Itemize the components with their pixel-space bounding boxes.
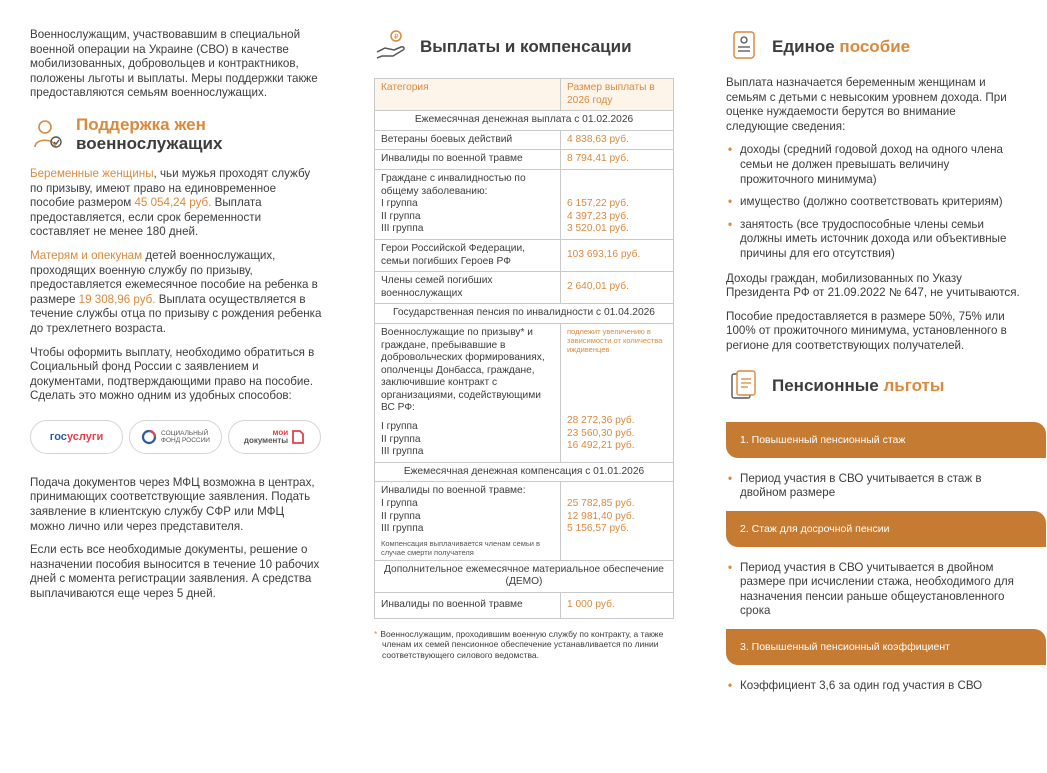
pension-list-1 [726, 472, 1020, 501]
table-section [375, 304, 674, 324]
pregnant-amount: 45 054,24 руб. [134, 196, 212, 210]
my-documents-logo-line1: мои [272, 427, 289, 437]
group-value: 3 520,01 руб. [567, 223, 629, 235]
table-header [375, 79, 674, 111]
row-label: Герои Российской Федерации, семьи погибших Героев РФ [375, 239, 561, 271]
row-label: Ветераны боевых действий [375, 130, 561, 150]
pregnant-text-2: Выплата предоставляется, если срок беременности составляет не менее 180 дней. [30, 196, 262, 239]
title-part1: Пенсионные [772, 376, 884, 395]
section-title-4: Дополнительное ежемесячное материальное обеспечение (ДЕМО) [375, 560, 674, 592]
table-section [375, 560, 674, 592]
row-label: Военнослужащие по призыву* и граждане, пребывавшие в добровольческих формированиях, ополченцы Донбасса, граждане, заключившие контракт с организациями, содействующими ВС РФ: [381, 326, 545, 414]
group-value: 4 397,23 руб. [567, 210, 629, 222]
list-item: • Период участия в СВО учитывается в двойном размере при исчислении стажа, необходимого для назначения пенсии раньше общеустановленного срока [726, 561, 1020, 619]
service-logos [30, 420, 322, 454]
group-label: II группа [381, 433, 421, 445]
decision-text: Если есть все необходимые документы, решение о назначении пособия выносится в течение 10 рабочих дней с момента регистрации заявления. А средства выплачиваются еще через 5 дней. [30, 543, 320, 601]
mobilized-income-text: Доходы граждан, мобилизованных по Указу Президента РФ от 21.09.2022 № 647, не учитываются. [726, 271, 1020, 300]
table-row [375, 593, 674, 619]
pension-heading [726, 368, 1020, 404]
svg-text:₽: ₽ [394, 34, 399, 41]
group-label: II группа [381, 210, 421, 222]
mothers-paragraph [30, 249, 322, 337]
pension-title [772, 376, 944, 395]
unified-benefit-title [772, 37, 910, 56]
mothers-amount: 19 308,96 руб. [78, 292, 156, 306]
title-part2: льготы [883, 376, 945, 395]
footnote-asterisk: * [374, 628, 378, 639]
row-label: Инвалиды по военной травме [375, 593, 561, 619]
mothers-text: детей военнослужащих, проходящих военную службу по призыву, предоставляется ежемесячное пособие на ребенка в размере [30, 248, 318, 306]
my-documents-logo-icon [291, 429, 305, 445]
table-row [375, 150, 674, 170]
section-title-1: Ежемесячная денежная выплата с 01.02.2026 [375, 111, 674, 131]
gosuslugi-logo-part2: услуги [66, 430, 104, 443]
hand-coin-icon [374, 28, 410, 64]
group-label: I группа [381, 498, 418, 510]
list-item: • Коэффициент 3,6 за один год участия в СВО [726, 679, 1020, 694]
group-value: 16 492,21 руб. [567, 440, 635, 452]
table-row [375, 130, 674, 150]
section-title-3: Ежемесячная денежная компенсация с 01.01.2026 [375, 462, 674, 482]
benefit-intro: Выплата назначается беременным женщинам и семьям с детьми с невысоким уровнем дохода. При оценке нуждаемости берутся во внимание следующие сведения: [726, 76, 1007, 133]
benefit-size-text: Пособие предоставляется в размере 50%, 75% или 100% от прожиточного минимума, установленного в регионе для соответствующих получателей. [726, 309, 1007, 352]
pension-list-3 [726, 679, 1020, 694]
group-value: 12 981,40 руб. [567, 510, 635, 522]
row-label: Инвалиды по военной травме: [381, 485, 526, 497]
group-value: 5 156,57 руб. [567, 523, 629, 535]
row-label: Инвалиды по военной травме [375, 150, 561, 170]
heading-accent: Поддержка жен [76, 114, 206, 134]
table-row [375, 482, 674, 560]
woman-support-icon [30, 116, 66, 152]
header-category: Категория [375, 79, 561, 111]
row-label: Граждане с инвалидностью по общему заболеванию: [381, 172, 526, 197]
footnote [374, 629, 674, 661]
column-women-support [30, 0, 322, 773]
pension-list-2 [726, 561, 1020, 619]
pension-bar-3: 3. Повышенный пенсионный коэффициент [726, 629, 1046, 665]
document-icon [726, 28, 762, 64]
mfc-text: Подача документов через МФЦ возможна в центрах, принимающих соответствующие заявления. Подать заявление в клиентскую службу СФР или МФЦ можно лично или через представителя. [30, 475, 315, 533]
criteria-list [726, 143, 1020, 261]
table-row [375, 169, 674, 239]
header-amount: Размер выплаты в 2026 году [561, 79, 674, 111]
pregnant-text: , чьи мужья проходят службу по призыву, имеют право на единовременное пособие размером [30, 166, 311, 210]
row-value: 103 693,16 руб. [561, 239, 674, 271]
table-row [375, 323, 674, 462]
gosuslugi-logo-part1: гос [49, 430, 67, 443]
row-value: 1 000 руб. [561, 593, 674, 619]
sfr-logo-line2: ФОНД РОССИИ [161, 436, 210, 444]
pension-bar-2: 2. Стаж для досрочной пенсии [726, 511, 1046, 547]
row-value-group [561, 482, 674, 560]
my-documents-logo-line2: документы [243, 435, 289, 445]
table-section [375, 111, 674, 131]
women-support-heading [30, 115, 322, 153]
table-row [375, 239, 674, 271]
list-item: • занятость (все трудоспособные члены семьи должны иметь источник дохода или объективные причины для его отсутствия) [726, 218, 1020, 262]
footnote-text: Военнослужащим, проходившим военную службу по контракту, а также членам их семей пенсионное обеспечение устанавливается по линии соответствующего силового ведомства. [380, 628, 664, 660]
group-value: 25 782,85 руб. [567, 498, 635, 510]
column-unified-benefit [726, 0, 1020, 773]
row-value: 8 794,41 руб. [561, 150, 674, 170]
list-item: • Период участия в СВО учитывается в стаж в двойном размере [726, 472, 1020, 501]
row-label-group [375, 323, 561, 462]
row-value-group [561, 169, 674, 239]
sfr-logo-line1: СОЦИАЛЬНЫЙ [161, 429, 209, 437]
sfr-logo-icon [141, 429, 157, 445]
how-to-apply-text: Чтобы оформить выплату, необходимо обратиться в Социальный фонд России с заявлением и документами, подтверждающими право на пособие. Сделать это можно одним из удобных способов: [30, 345, 315, 403]
pension-document-icon [726, 368, 762, 404]
group-label: III группа [381, 446, 424, 458]
group-value: 23 560,30 руб. [567, 427, 635, 439]
payments-table [374, 78, 674, 619]
group-value: 6 157,22 руб. [567, 197, 629, 209]
group-label: III группа [381, 523, 424, 535]
group-label: I группа [381, 198, 418, 210]
gosuslugi-logo[interactable] [30, 420, 123, 454]
group-label: II группа [381, 510, 421, 522]
payments-title: Выплаты и компенсации [420, 36, 632, 56]
table-section [375, 462, 674, 482]
row-label-group [375, 482, 561, 560]
row-label: Члены семей погибших военнослужащих [375, 272, 561, 304]
group-value: 28 272,36 руб. [567, 414, 635, 426]
title-part1: Единое [772, 36, 840, 56]
mothers-text-2: Выплата осуществляется в течение службы отца по призыву с рождения ребенка до трехлетнего возраста. [30, 292, 322, 335]
pregnant-paragraph [30, 167, 322, 240]
heading-rest: военнослужащих [76, 133, 223, 153]
my-documents-logo[interactable] [228, 420, 321, 454]
mothers-accent: Матерям и опекунам [30, 248, 143, 262]
row-label-group [375, 169, 561, 239]
row-value-group [561, 323, 674, 462]
list-item: • имущество (должно соответствовать критериям) [726, 195, 1020, 210]
unified-benefit-heading [726, 28, 1020, 64]
group-label: I группа [381, 421, 418, 433]
group-label: III группа [381, 223, 424, 235]
title-part2: пособие [839, 36, 911, 56]
table-row [375, 272, 674, 304]
pregnant-accent: Беременные женщины [30, 166, 154, 180]
pension-note: подлежит увеличению в зависимости от количества иждивенцев [567, 326, 663, 354]
sfr-logo[interactable] [129, 420, 222, 454]
compensation-note: Компенсация выплачивается членам семьи в случае смерти получателя [381, 538, 541, 557]
intro-text: Военнослужащим, участвовавшим в специальной военной операции на Украине (СВО) в качестве мобилизованных, добровольцев и контрактников, положены льготы и выплаты. Меры поддержки также предоставляются семьям военнослужащих. [30, 28, 318, 100]
payments-heading [374, 28, 674, 64]
column-payments [374, 0, 674, 773]
pension-bar-1: 1. Повышенный пенсионный стаж [726, 422, 1046, 458]
section-title-2: Государственная пенсия по инвалидности с 01.04.2026 [375, 304, 674, 324]
row-value: 4 838,63 руб. [561, 130, 674, 150]
list-item: • доходы (средний годовой доход на одного члена семьи не должен превышать величину прожиточного минимума) [726, 143, 1020, 187]
row-value: 2 640,01 руб. [561, 272, 674, 304]
